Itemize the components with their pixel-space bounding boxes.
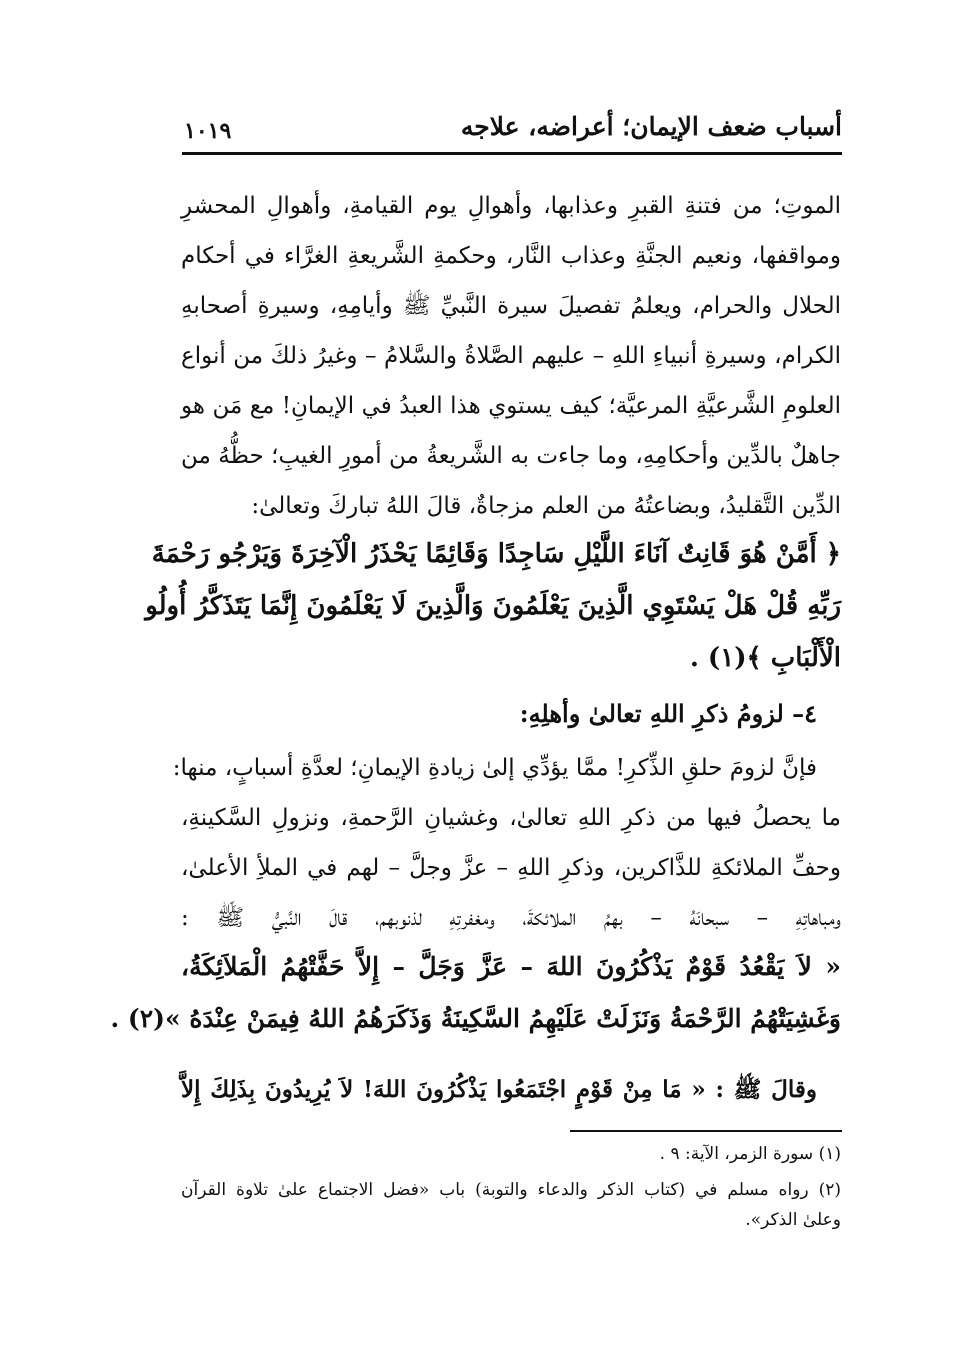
hadith-line: وَغَشِيَتْهُمُ الرَّحْمَةُ وَنَزَلَتْ عَلَيْهِمُ السَّكِينَةُ وَذَكَرَهُمُ اللهُ فِيمَنْ عِنْدَهُ »(٢) . (110, 1004, 841, 1033)
paragraph-line: جاهلٌ بالدِّين وأحكامِهِ، وما جاءت به الشَّريعةُ من أمورِ الغيبِ؛ حظُّهُ من (181, 443, 841, 469)
paragraph-line: الحلال والحرام، ويعلمُ تفصيلَ سيرة النَّبيِّ ﷺ وأيامِهِ، وسيرةِ أصحابهِ (181, 293, 841, 319)
page-number: ١٠١٩ (184, 118, 232, 144)
paragraph-line: وحفِّ الملائكةِ للذَّاكرين، وذكرِ اللهِ – عزَّ وجلَّ – لهم في الملأِ الأعلىٰ، (181, 855, 841, 881)
section-heading: ٤– لزومُ ذكرِ اللهِ تعالىٰ وأهلِهِ: (519, 699, 817, 728)
book-title: أسباب ضعف الإيمان؛ أعراضه، علاجه (460, 112, 842, 141)
running-header (182, 112, 842, 156)
footnote-rule (570, 1130, 842, 1132)
footnote: وعلىٰ الذكر». (745, 1210, 841, 1230)
header-rule (182, 152, 842, 155)
quran-verse-line: ﴿ أَمَّنْ هُوَ قَانِتٌ آنَاءَ اللَّيْلِ سَاجِدًا وَقَائِمًا يَحْذَرُ الْآخِرَةَ وَيَرْجُو رَحْمَةَ (151, 539, 841, 569)
paragraph-line: العلومِ الشَّرعيَّةِ المرعيَّة؛ كيف يستوي هذا العبدُ في الإيمانِ! مع مَن هو (181, 393, 841, 419)
paragraph-line: ومواقفها، ونعيم الجنَّةِ وعذاب النَّار، وحكمةِ الشَّريعةِ الغرَّاء في أحكام (181, 243, 841, 269)
footnote: (٢) رواه مسلم في (كتاب الذكر والدعاء والتوبة) باب «فضل الاجتماع علىٰ تلاوة القرآن (181, 1180, 841, 1200)
quran-verse-line: رَبِّهِ قُلْ هَلْ يَسْتَوِي الَّذِينَ يَعْلَمُونَ وَالَّذِينَ لَا يَعْلَمُونَ إِنَّمَا يَتَذَكَّرُ أُولُو (145, 591, 841, 621)
paragraph-line: الموتِ؛ من فتنةِ القبرِ وعذابها، وأهوالِ يوم القيامةِ، وأهوالِ المحشرِ (181, 193, 841, 219)
footnote: (١) سورة الزمر، الآية: ٩ . (659, 1144, 841, 1164)
paragraph-line: ما يحصلُ فيها من ذكرِ اللهِ تعالىٰ، وغشيانِ الرَّحمةِ، ونزولِ السَّكينةِ، (181, 805, 841, 831)
paragraph-line: ومباهاتِهِ – سبحانَهُ – بهمُ الملائكةَ، ومغفرتِهِ لذنوبهم، قالَ النَّبيُّ ﷺ : (181, 905, 841, 931)
hadith-line: « لاَ يَقْعُدُ قَوْمٌ يَذْكُرُونَ اللهَ – عَزَّ وَجَلَّ – إِلاَّ حَفَّتْهُمُ الْمَلاَئِكَةُ، (181, 952, 841, 981)
paragraph-line: فإنَّ لزومَ حلقِ الذِّكرِ! ممَّا يؤدِّي إلىٰ زيادةِ الإيمانِ؛ لعدَّةِ أسبابٍ، منها: (172, 755, 817, 781)
paragraph-line: وقالَ ﷺ : « مَا مِنْ قَوْمٍ اجْتَمَعُوا يَذْكُرُونَ اللهَ! لاَ يُرِيدُونَ بِذَلِكَ إِلاَّ (181, 1076, 817, 1103)
paragraph-line: الكرام، وسيرةِ أنبياءِ اللهِ – عليهم الصَّلاةُ والسَّلامُ – وغيرُ ذلكَ من أنواع (181, 343, 841, 369)
quran-verse-line: الْأَلْبَابِ ﴾(١) . (689, 643, 841, 673)
paragraph-line: الدِّين التَّقليدُ، وبضاعتُهُ من العلم مزجاةٌ، قالَ اللهُ تباركَ وتعالىٰ: (251, 493, 841, 519)
